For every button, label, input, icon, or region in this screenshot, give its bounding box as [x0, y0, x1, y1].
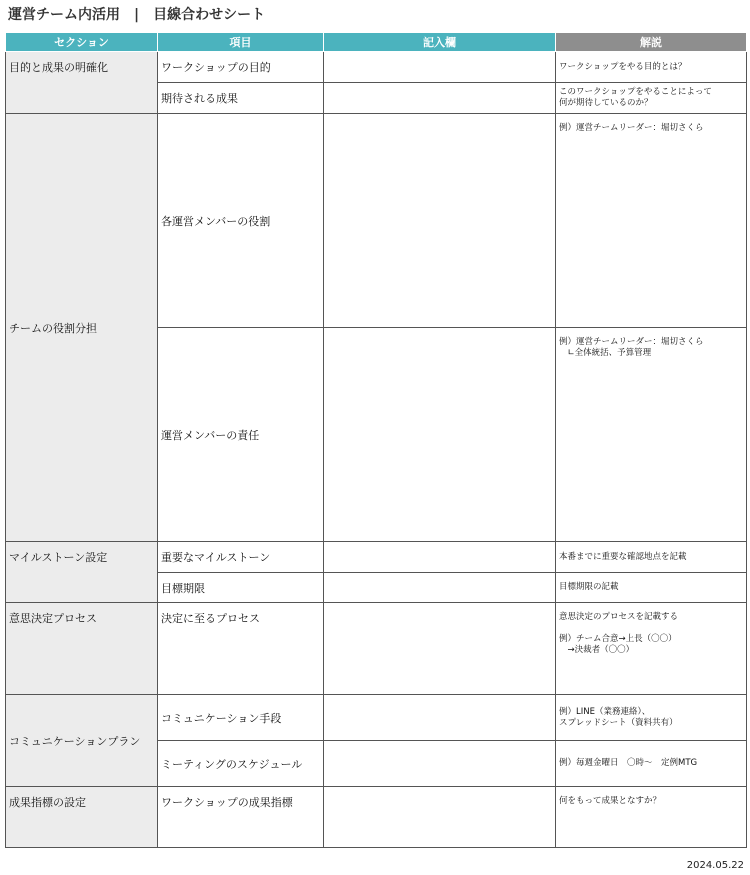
note-line: 例）運営チームリーダー：堀切さくら — [559, 123, 704, 133]
entry-cell[interactable] — [324, 328, 556, 542]
note-cell — [556, 542, 747, 573]
note-cell — [556, 741, 747, 787]
note-line: 例）毎週金曜日 〇時～ 定例MTG — [559, 758, 698, 768]
note-line: →決裁者（〇〇） — [559, 645, 635, 655]
note-cell — [556, 328, 747, 542]
item-cell: ワークショップの目的 — [158, 52, 324, 83]
entry-cell[interactable] — [324, 741, 556, 787]
note-line: 目標期限の記載 — [559, 582, 619, 592]
entry-cell[interactable] — [324, 787, 556, 848]
note-cell — [556, 695, 747, 741]
section-cell: 意思決定プロセス — [6, 603, 158, 695]
note-cell — [556, 52, 747, 83]
entry-cell[interactable] — [324, 83, 556, 114]
table-header-row — [6, 33, 747, 52]
note-cell — [556, 114, 747, 328]
note-cell — [556, 603, 747, 695]
section-cell: 目的と成果の明確化 — [6, 52, 158, 114]
item-cell: 運営メンバーの責任 — [158, 328, 324, 542]
note-line: ワークショップをやる目的とは？ — [559, 61, 687, 72]
note-line: 例）LINE（業務連絡）、 — [559, 706, 651, 717]
item-cell: 期待される成果 — [158, 83, 324, 114]
note-line: 意思決定のプロセスを記載する — [559, 612, 679, 622]
entry-cell[interactable] — [324, 573, 556, 603]
table-row — [6, 52, 747, 83]
table-row — [6, 787, 747, 848]
entry-cell[interactable] — [324, 603, 556, 695]
item-cell: コミュニケーション手段 — [158, 695, 324, 741]
page-title: 運営チーム内活用 | 目線合わせシート — [8, 7, 266, 23]
entry-cell[interactable] — [324, 542, 556, 573]
item-cell: 決定に至るプロセス — [158, 603, 324, 695]
note-spacer — [559, 623, 743, 634]
document-date: 2024.05.22 — [686, 860, 744, 871]
column-header-item: 項目 — [158, 33, 324, 52]
entry-cell[interactable] — [324, 52, 556, 83]
entry-cell[interactable] — [324, 114, 556, 328]
entry-cell[interactable] — [324, 695, 556, 741]
column-header-section: セクション — [6, 33, 158, 52]
item-cell: 各運営メンバーの役割 — [158, 114, 324, 328]
table-row — [6, 114, 747, 328]
table-row — [6, 695, 747, 741]
note-line: 例）運営チームリーダー：堀切さくら — [559, 337, 704, 347]
column-header-note: 解説 — [556, 33, 747, 52]
note-line: 例）チーム合意→上長（〇〇） — [559, 634, 677, 644]
note-cell — [556, 573, 747, 603]
section-cell: 成果指標の設定 — [6, 787, 158, 848]
item-cell: ミーティングのスケジュール — [158, 741, 324, 787]
column-header-entry: 記入欄 — [324, 33, 556, 52]
note-line: 何が期待しているのか？ — [559, 98, 653, 108]
table-row — [6, 542, 747, 573]
note-line: ∟全体統括、予算管理 — [559, 348, 652, 358]
table-row — [6, 603, 747, 695]
item-cell: 目標期限 — [158, 573, 324, 603]
item-cell: 重要なマイルストーン — [158, 542, 324, 573]
note-line: スプレッドシート（資料共有） — [559, 717, 678, 728]
section-cell: コミュニケーションプラン — [6, 695, 158, 787]
item-cell: ワークショップの成果指標 — [158, 787, 324, 848]
section-cell: チームの役割分担 — [6, 114, 158, 542]
note-cell — [556, 83, 747, 114]
note-line: 本番までに重要な確認地点を記載 — [559, 551, 687, 562]
note-cell — [556, 787, 747, 848]
section-cell: マイルストーン設定 — [6, 542, 158, 603]
alignment-sheet-table — [5, 32, 747, 848]
note-line: このワークショップをやることによって — [559, 87, 712, 97]
note-line: 何をもって成果となすか？ — [559, 796, 662, 806]
